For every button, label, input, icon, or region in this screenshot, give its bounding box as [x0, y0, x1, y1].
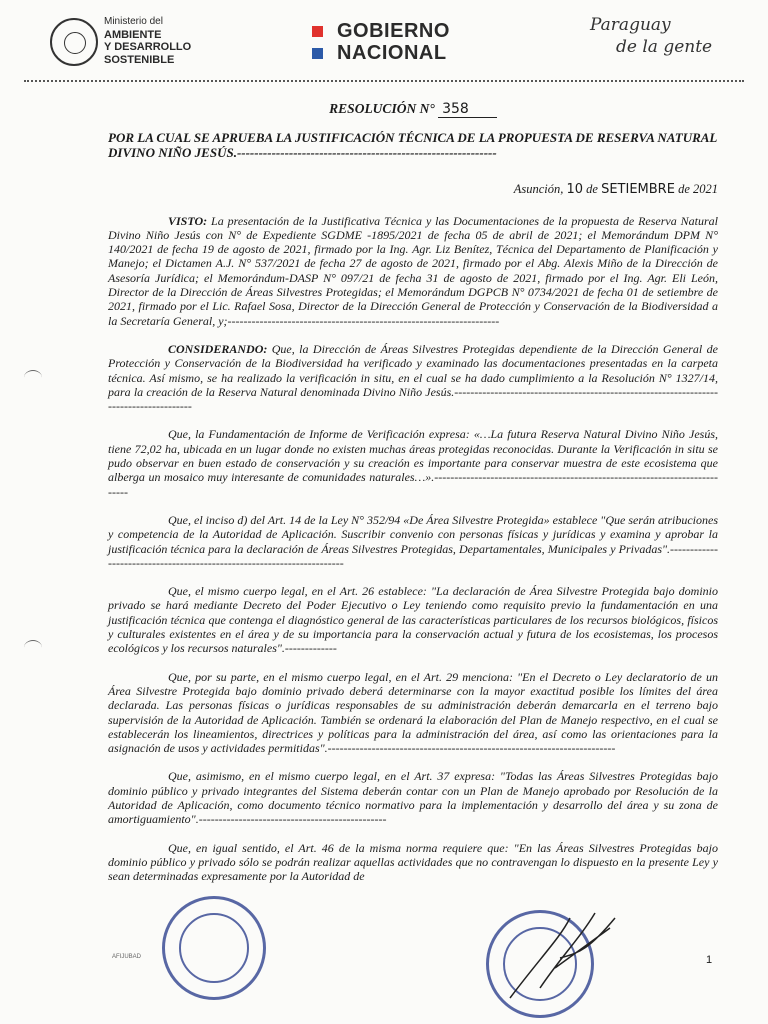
paragraph	[108, 214, 718, 328]
document-title: POR LA CUAL SE APRUEBA LA JUSTIFICACIÓN TÉCNICA DE LA PROPUESTA DE RESERVA NATURAL DIVINO NIÑO JESÚS.------------------------------------------------------------	[108, 130, 717, 161]
paragraph-list	[108, 214, 718, 884]
ministry-line: Y DESARROLLO	[104, 41, 192, 53]
date-day: 10	[566, 182, 584, 198]
margin-mark	[24, 370, 42, 385]
paragraph-text: Que, el mismo cuerpo legal, en el Art. 26 establece: "La declaración de Área Silvestre Protegida bajo dominio privado se hará mediante Decreto del Poder Ejecutivo o Ley teniendo como requisito previo la fundamentación en una justificación técnica que contenga el diagnóstico general de las características particulares de los recursos biológicos, físicos y culturales existentes en el área y de su importancia para la conservación actual y futura de los ecosistemas, los procesos ecológicos y los recursos naturales".-------------	[108, 584, 718, 656]
page-number: 1	[706, 954, 713, 966]
ministry-name	[104, 16, 191, 66]
paragraph-text: Que, la Dirección de Áreas Silvestres Protegidas dependiente de la Dirección General de Protección y Conservación de la Biodiversidad ha verificado y examinado las documentaciones presentadas en la carpeta técnica. Así mismo, se ha realizado la verificación in situ, en el cual se ha dado cumplimiento a la Resolución N° 1327/14, para la creación de la Reserva Natural denominada Divino Niño Jesús.---------------------------------------------------------------------------------------	[108, 341, 718, 414]
document-code: AFIJUBAD	[112, 954, 142, 960]
margin-mark	[24, 640, 42, 655]
paragraph	[108, 427, 718, 498]
gobierno-nacional-logo	[312, 20, 450, 64]
letterhead	[0, 0, 768, 84]
ministry-stamp	[162, 896, 266, 1000]
date-year: de 2021	[678, 182, 718, 197]
ministry-line: SOSTENIBLE	[104, 53, 175, 66]
paragraph-text: Que, por su parte, en el mismo cuerpo legal, en el Art. 29 menciona: "En el Decreto o Ley declaratorio de un Área Silvestre Protegida bajo dominio privado deberá determinarse con la mayor exactitud posible los límites del área declarada. Las personas físicas o jurídicas responsables de su administración deberán demarcarla en el terreno bajo supervisión de la Autoridad de Aplicación. También se ordenará la elaboración del Plan de Manejo respectivo, en el cual se establecerán los lineamientos, directrices y políticas para la administración del área, así como las orientaciones para la asignación de usos y actividades permitidas".------------------------------------------------------------------------	[108, 669, 718, 756]
paragraph	[108, 670, 718, 756]
paragraph	[108, 584, 718, 655]
paragraph-text: La presentación de la Justificativa Técnica y las Documentaciones de la propuesta de Reserva Natural Divino Niño Jesús con N° de Expediente SGDME -1895/2021 de fecha 05 de abril de 2021; el Memorándum DPM N° 140/2021 de fecha 19 de agosto de 2021, firmado por la Ing. Agr. Liz Benítez, Técnica del Departamento de Planificación y Manejo; el Dictamen A.J. N° 537/2021 de fecha 27 de agosto de 2021, firmado por el Abg. Alexis Miño de la Dirección de Asesoría Jurídica; el Memorándum-DASP N° 097/21 de fecha 31 de agosto de 2021, firmado por el Ing. Agr. Eli León, Director de la Dirección de Áreas Silvestres Protegidas; el Memorándum DGPCB N° 0734/2021 de fecha 01 de setiembre de 2021, firmado por el Lic. Rafael Sosa, Director de la Dirección General de Protección y Conservación de la Biodiversidad a la Secretaría General, y;--------------------------------------------------------------------	[108, 213, 718, 328]
paragraph-text: Que, el inciso d) del Art. 14 de la Ley N° 352/94 «De Área Silvestre Protegida» establece "Que serán atribuciones y competencia de la Autoridad de Aplicación. Suscribir convenio con personas físicas y jurídicas y examina y aprobar la justificación técnica para la declaración de Áreas Silvestres Protegidas, Departamentales, Municipales y Privadas".-----------------------------------------------------------------------	[108, 512, 718, 570]
resolution-number: 358	[438, 101, 497, 118]
paragraph-text: Que, asimismo, en el mismo cuerpo legal, en el Art. 37 expresa: "Todas las Áreas Silvestres Protegidas bajo dominio público y privado integrantes del Sistema deberán contar con un Plan de Manejo aprobado por Resolución de la Autoridad de Aplicación, como documento técnico normativo para la implementación y desarrollo del área y su zona de amortiguamiento".-----------------------------------------------	[108, 769, 718, 827]
paraguay-brand-logo	[590, 14, 712, 58]
document-body	[108, 96, 718, 897]
paragraph-lead: VISTO:	[168, 213, 208, 228]
paragraph	[108, 769, 718, 826]
paragraph-text: Que, en igual sentido, el Art. 46 de la misma norma requiere que: "En las Áreas Silvestres Protegidas bajo dominio público y privado sólo se podrán realizar aquellas actividades que no contravengan lo dispuesto en la presente Ley y sean determinadas expresamente por la Autoridad de	[108, 840, 718, 884]
header-divider	[24, 80, 744, 82]
paragraph	[108, 841, 718, 884]
gobierno-text: GOBIERNO	[337, 19, 450, 42]
document-date	[108, 182, 718, 197]
date-month: SETIEMBRE	[601, 182, 675, 198]
resolution-heading	[108, 102, 718, 116]
red-square-icon	[312, 26, 323, 37]
nacional-text: NACIONAL	[337, 41, 447, 64]
paragraph-text: Que, la Fundamentación de Informe de Verificación expresa: «…La futura Reserva Natural Divino Niño Jesús, tiene 72,02 ha, ubicada en un lugar donde no existen muchas áreas protegidas reconocidas. Durante la Verificación in situ se pudo observar en buen estado de conservación y su creación es importante para conservar muestra de este ecosistema que alberga un mosaico muy interesante de comunidades naturales…».----------------------------------------------------------------------------	[108, 427, 718, 499]
national-seal-logo	[50, 18, 98, 66]
ministry-line: Ministerio del	[104, 16, 163, 27]
paragraph	[108, 342, 718, 413]
blue-square-icon	[312, 48, 323, 59]
resolution-label: RESOLUCIÓN N°	[329, 101, 435, 116]
footer	[0, 890, 768, 1024]
ministry-line: AMBIENTE	[104, 28, 162, 41]
date-de: de	[586, 182, 598, 197]
handwritten-signature	[500, 898, 620, 1008]
paragraph	[108, 513, 718, 570]
paragraph-lead: CONSIDERANDO:	[168, 341, 268, 356]
brand-line: de la gente	[616, 37, 713, 57]
date-place: Asunción,	[513, 182, 564, 197]
brand-line: Paraguay	[590, 15, 671, 35]
